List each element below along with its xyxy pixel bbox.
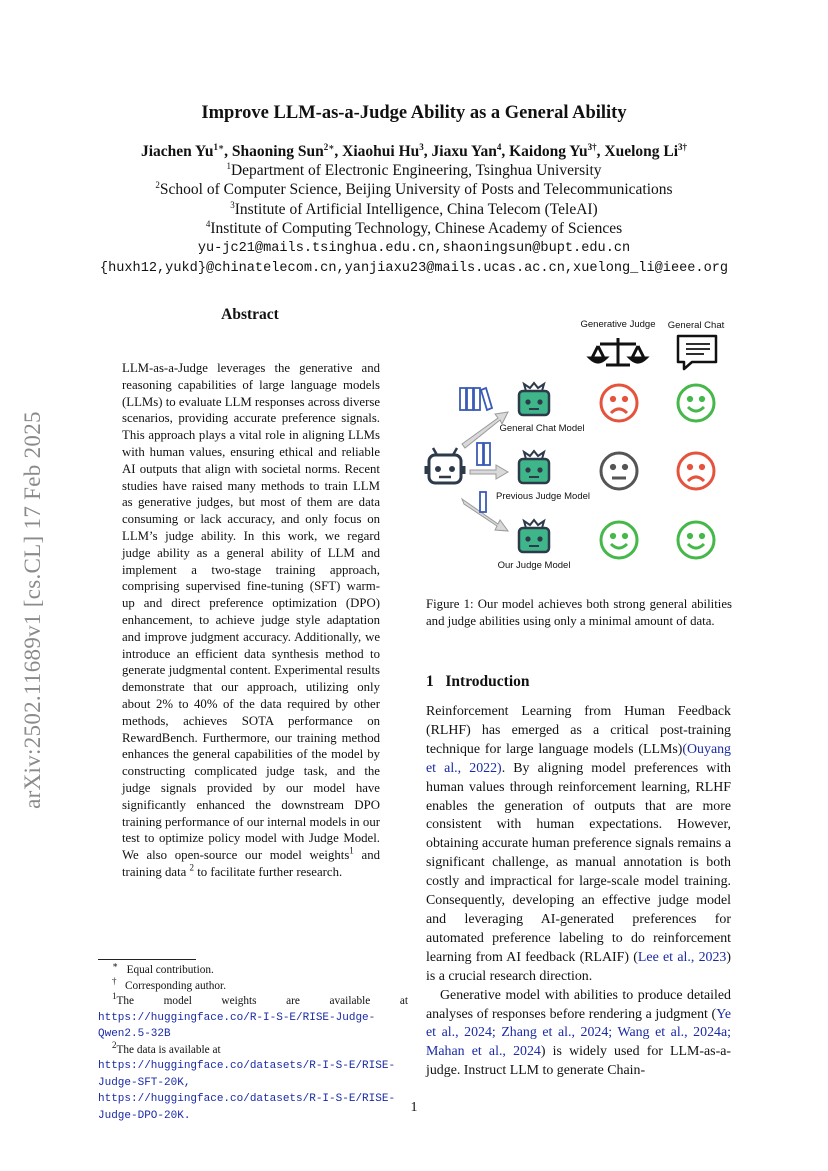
base-model-robot-icon <box>426 448 464 483</box>
footnote-equal: ∗ Equal contribution. <box>112 960 214 976</box>
author-list: Jiachen $Yu^{1∗}$, Shaoning Sun$^{2∗}$, Xiaohui Hu$^3$, Jiaxu Yan$^4$, Kaidong $Yu^{3\dagger}$, Xuelong $Li^{3\dagger}$ <box>140 141 688 160</box>
arxiv-stamp: arXiv:2502.11689v1 [cs.CL] 17 Feb 2025 <box>20 411 45 809</box>
model-weights-link[interactable]: https://huggingface.co/R-I-S-E/RISE-Judge-Qwen2.5-32B <box>98 1011 376 1040</box>
paper-title: Improve LLM-as-a-Judge Ability as a General Ability <box>201 103 627 123</box>
intro-paragraph: Generative model with abilities to produce detailed analyses of responses before rendering a judgment (Ye et al., 2024; Zhang et al., 2024; Wang et al., 2024a; Mahan et al., 2024) is widely used for LLM-as-a-judge. Instruct LLM to generate Chain- <box>426 987 731 1079</box>
model-robot-icon <box>519 383 549 415</box>
figure-1-graphic <box>420 314 740 584</box>
model-label: Previous Judge Model <box>496 491 590 502</box>
col-header-judge: Generative Judge <box>580 319 656 330</box>
affiliation: $^2$School of Computer Science, Beijing University of Posts and Telecommunications <box>155 179 673 198</box>
author: Xuelong Li <box>604 143 679 160</box>
author: Xiaohui Hu <box>342 143 420 160</box>
figure-caption: Figure 1: Our model achieves both strong general abilities and judge abilities using only a minimal amount of data. <box>426 597 732 628</box>
email-line: yu-jc21@mails.tsinghua.edu.cn,shaoningsun@bupt.edu.cn <box>197 241 631 256</box>
author: Jiaxu Yan <box>431 143 497 160</box>
figure-1 <box>420 314 740 584</box>
neutral-face-icon <box>601 453 637 489</box>
dataset-link[interactable]: https://huggingface.co/datasets/R-I-S-E/RISE-Judge-SFT-20K, https://huggingface.co/datasets/R-I-S-E/RISE-Judge-DPO-20K. <box>98 1060 396 1122</box>
abstract-text: LLM-as-a-Judge leverages the generative and reasoning capabilities of large language models (LLMs) to evaluate LLM responses across diverse scenarios, providing accurate preference signals. This approach plays a vital role in aligning LLMs with human values, ensuring ethical and reliable AI outputs that align with societal norms. Recent studies have raised many methods to train LLM as generative judges, but most of them are data consuming or lack accuracy, and only focus on LLM’s judge ability. In this work, we regard judge ability as a general ability of LLM and implement a two-stage training approach, comprising supervised fine-tuning (SFT) warm-up and direct preference optimization (DPO) enhancement, to achieve judge style adaptation and improve judgment accuracy. Additionally, we introduce an efficient data synthesis method to generate judgmental content. Experimental results demonstrate that our approach, utilizing only about 2% to 40% of the data required by other methods, achieves SOTA performance on RewardBench. Furthermore, our training method enhances the general capabilities of the model by constructing complicated judge task, and the judge signals provided by our model have significantly enhanced the downstream DPO training performance of our internal models in our test to optimize policy model with Judge Model. We also open-source our model weights$^1$ and training data $^2$ to facilitate further research. <box>122 361 380 879</box>
sad-face-icon <box>601 385 637 421</box>
footnote-marker: 2 <box>189 862 195 873</box>
footnote-2: $^2$The data is available at https://huggingface.co/datasets/R-I-S-E/RISE-Judge-SFT-20K, https://huggingface.co/datasets/R-I-S-E/RISE-Judge-DPO-20K. <box>98 1039 396 1122</box>
section-heading: 1 Introduction <box>426 673 530 690</box>
happy-face-icon <box>601 522 637 558</box>
page-number: 1 <box>410 1100 418 1115</box>
citation-link[interactable]: Ye et al., 2024; Zhang et al., 2024; Wang et al., 2024a; Mahan et al., 2024 <box>426 1006 731 1060</box>
footnote-1: $^1$The model weights are available at https://huggingface.co/R-I-S-E/RISE-Judge-Qwen2.5-32B <box>98 991 408 1040</box>
footnote-marker: 1 <box>349 845 354 856</box>
citation-link[interactable]: (Ouyang et al., 2022) <box>426 741 731 776</box>
happy-face-icon <box>678 522 714 558</box>
citation-link[interactable]: Lee et al., 2023 <box>637 949 727 965</box>
model-label: Our Judge Model <box>497 560 571 571</box>
affiliation: $^1$Department of Electronic Engineering, Tsinghua University <box>226 160 602 179</box>
scale-icon <box>590 338 646 365</box>
sad-face-icon <box>678 453 714 489</box>
intro-paragraph: Reinforcement Learning from Human Feedback (RLHF) has emerged as a critical post-training technique for large language models (LLMs)(Ouyang et al., 2022). By aligning model preferences with human values through reinforcement learning, RLHF enables the generation of outputs that are more consistent with human expectations. However, obtaining accurate human preference signals remains a significant challenge, as manual annotation is both costly and impractical for large-scale model training. Consequently, developing an effective judge model and leveraging AI-generated preferences for automated preference labeling to do reinforcement learning from AI feedback (RLAIF) (Lee et al., 2023) is a crucial research direction. <box>426 704 731 984</box>
model-robot-icon <box>519 520 549 552</box>
model-label: General Chat Model <box>499 423 585 434</box>
happy-face-icon <box>678 385 714 421</box>
author: Kaidong Yu <box>509 143 588 160</box>
email-line: {huxh12,yukd}@chinatelecom.cn,yanjiaxu23@mails.ucas.ac.cn,xuelong_li@ieee.org <box>99 261 729 276</box>
author: Shaoning Sun <box>231 143 324 160</box>
affiliation: $^3$Institute of Artificial Intelligence, China Telecom (TeleAI) <box>230 199 598 218</box>
footnote-corresponding: † Corresponding author. <box>112 975 227 992</box>
chat-icon <box>678 336 716 369</box>
author: Jiachen Yu <box>140 143 214 160</box>
training-data-books-icon <box>460 388 492 512</box>
affiliation: $^4$Institute of Computing Technology, Chinese Academy of Sciences <box>205 218 623 237</box>
model-robot-icon <box>519 451 549 483</box>
intro-body <box>426 703 731 1081</box>
col-header-chat: General Chat <box>667 320 725 331</box>
abstract-heading: Abstract <box>221 306 279 323</box>
